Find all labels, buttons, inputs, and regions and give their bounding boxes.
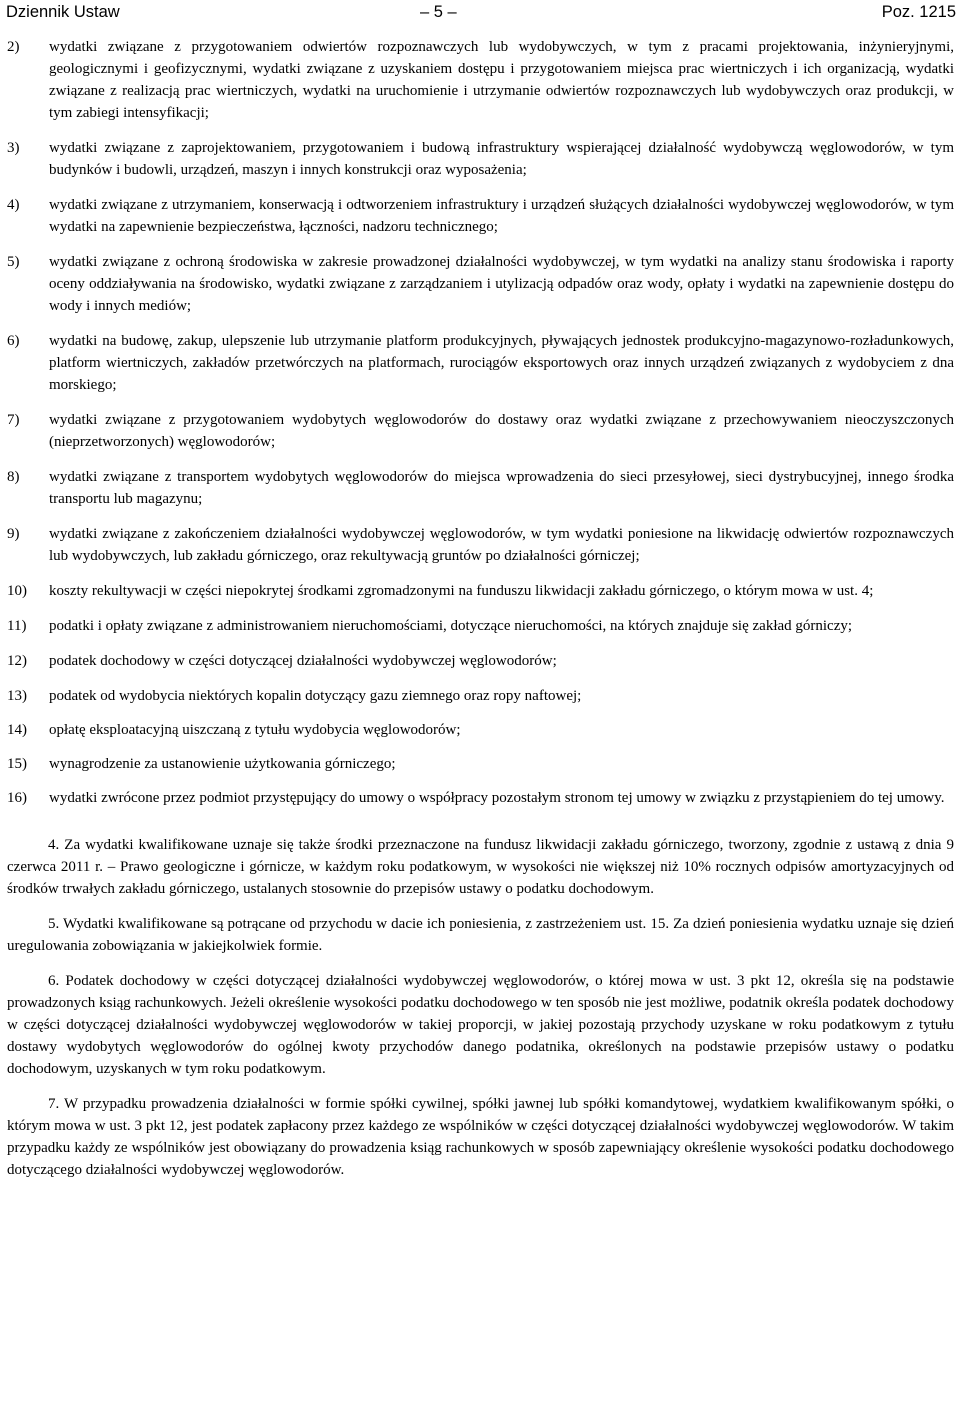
- list-item-number: 11): [7, 618, 27, 634]
- list-item: [7, 753, 954, 775]
- list-item-number: 10): [7, 583, 27, 599]
- paragraph-5: 5. Wydatki kwalifikowane są potrącane od przychodu w dacie ich poniesienia, z zastrzeżeniem ust. 15. Za dzień poniesienia wydatku uznaje się dzień uregulowania zobowiązania w jakiejkolwiek formie.: [7, 916, 954, 954]
- list-item-number: 7): [7, 412, 20, 428]
- list-item: [7, 251, 954, 317]
- list-item-text: wydatki związane z ochroną środowiska w zakresie prowadzonej działalności wydobywczej, w tym wydatki na analizy stanu środowiska i raporty oceny oddziaływania na środowisko, wydatki związane z zarządzaniem i utylizacją odpadów oraz wody, opłaty i wydatki na zapewnienie dostępu do wody i innych mediów;: [49, 254, 954, 314]
- list-item-text: podatek dochodowy w części dotyczącej działalności wydobywczej węglowodorów;: [49, 653, 557, 669]
- list-item-text: wydatki związane z transportem wydobytych węglowodorów do miejsca wprowadzenia do sieci przesyłowej, sieci dystrybucyjnej, innego środka transportu lub magazynu;: [49, 469, 954, 507]
- list-item: [7, 330, 954, 396]
- list-item: [7, 615, 954, 637]
- running-header: [0, 0, 960, 24]
- list-item: [7, 650, 954, 672]
- list-item-number: 12): [7, 653, 27, 669]
- list-item: [7, 580, 954, 602]
- list-item-number: 5): [7, 254, 20, 270]
- page-number: – 5 –: [420, 3, 457, 21]
- list-item-text: wydatki na budowę, zakup, ulepszenie lub utrzymanie platform produkcyjnych, pływających jednostek produkcyjno-magazynowo-rozładunkowych, platform wiertniczych, zakładów przetwórczych na platformach, rurociągów eksportowych oraz innych urządzeń związanych z wydobyciem z dna morskiego;: [49, 333, 954, 393]
- list-item-number: 13): [7, 688, 27, 704]
- list-item-number: 8): [7, 469, 20, 485]
- list-item-text: wydatki zwrócone przez podmiot przystępujący do umowy o współpracy pozostałym stronom tej umowy w związku z przystąpieniem do tej umowy.: [49, 790, 945, 806]
- list-item: [7, 36, 954, 124]
- list-item-text: wydatki związane z przygotowaniem odwiertów rozpoznawczych lub wydobywczych, w tym z pracami projektowania, inżynieryjnymi, geologicznymi i geofizycznymi, wydatki związane z uzyskaniem dostępu i przygotowaniem miejsca prac wiertniczych i ich organizacją, wydatki związane z realizacją prac wiertniczych, wydatki na uruchomienie i utrzymanie odwiertów rozpoznawczych lub wydobywczych oraz produkcji, w tym zabiegi intensyfikacji;: [49, 39, 954, 121]
- list-item-number: 15): [7, 756, 27, 772]
- list-item-number: 6): [7, 333, 20, 349]
- list-item: [7, 137, 954, 181]
- list-item-text: podatek od wydobycia niektórych kopalin dotyczący gazu ziemnego oraz ropy naftowej;: [49, 688, 582, 704]
- list-item-text: wydatki związane z przygotowaniem wydobytych węglowodorów do dostawy oraz wydatki związane z przechowywaniem nieoczyszczonych (nieprzetworzonych) węglowodorów;: [49, 412, 954, 450]
- list-item-text: opłatę eksploatacyjną uiszczaną z tytułu wydobycia węglowodorów;: [49, 722, 461, 738]
- list-item-text: wynagrodzenie za ustanowienie użytkowania górniczego;: [49, 756, 396, 772]
- list-item-number: 14): [7, 722, 27, 738]
- journal-name: Dziennik Ustaw: [6, 3, 120, 21]
- list-item-number: 16): [7, 790, 27, 806]
- list-item: [7, 409, 954, 453]
- document-body: [7, 36, 954, 1194]
- list-item-number: 9): [7, 526, 20, 542]
- list-item: [7, 523, 954, 567]
- list-item-number: 4): [7, 197, 20, 213]
- list-item: [7, 194, 954, 238]
- list-item-number: 2): [7, 39, 20, 55]
- list-item: [7, 466, 954, 510]
- list-item: [7, 719, 954, 741]
- paragraph-6: 6. Podatek dochodowy w części dotyczącej działalności wydobywczej węglowodorów, o której mowa w ust. 3 pkt 12, określa się na podstawie prowadzonych ksiąg rachunkowych. Jeżeli określenie wysokości podatku dochodowego w ten sposób nie jest możliwe, podatnik określa podatek dochodowy w części dotyczącej działalności wydobywczej węglowodorów w takiej proporcji, w jakiej pozostają przychody uzyskane w roku podatkowym z tytułu dostawy wydobytych węglowodorów do ogólnej kwoty przychodów danego podatnika, określonych na podstawie przepisów ustawy o podatku dochodowym, uzyskanych w tym roku podatkowym.: [7, 973, 954, 1077]
- list-item-text: wydatki związane z zaprojektowaniem, przygotowaniem i budową infrastruktury wspierającej działalność wydobywczą węglowodorów, w tym budynków i budowli, urządzeń, maszyn i innych konstrukcji oraz wyposażenia;: [49, 140, 954, 178]
- list-item-number: 3): [7, 140, 20, 156]
- paragraph-7: 7. W przypadku prowadzenia działalności w formie spółki cywilnej, spółki jawnej lub spółki komandytowej, wydatkiem kwalifikowanym spółki, o którym mowa w ust. 3 pkt 12, jest podatek zapłacony przez każdego ze wspólników w części dotyczącej działalności wydobywczej węglowodorów. W takim przypadku każdy ze wspólników jest obowiązany do prowadzenia ksiąg rachunkowych w sposób zapewniający określenie wysokości podatku dochodowego dotyczącego działalności wydobywczej węglowodorów.: [7, 1096, 954, 1178]
- list-item-text: wydatki związane z zakończeniem działalności wydobywczej węglowodorów, w tym wydatki poniesione na likwidację odwiertów rozpoznawczych lub wydobywczych, lub zakładu górniczego, oraz rekultywacją gruntów po działalności górniczej;: [49, 526, 954, 564]
- list-item: [7, 685, 954, 707]
- list-item-text: koszty rekultywacji w części niepokrytej środkami zgromadzonymi na funduszu likwidacji zakładu górniczego, o którym mowa w ust. 4;: [49, 583, 874, 599]
- list-item: [7, 787, 954, 809]
- list-item-text: podatki i opłaty związane z administrowaniem nieruchomościami, dotyczące nieruchomości, na których znajduje się zakład górniczy;: [49, 618, 853, 634]
- list-item-text: wydatki związane z utrzymaniem, konserwacją i odtworzeniem infrastruktury i urządzeń służących działalności wydobywczej węglowodorów, w tym wydatki na zapewnienie bezpieczeństwa, łączności, nadzoru technicznego;: [49, 197, 954, 235]
- position-number: Poz. 1215: [881, 3, 956, 21]
- paragraph-4: 4. Za wydatki kwalifikowane uznaje się także środki przeznaczone na fundusz likwidacji zakładu górniczego, tworzony, zgodnie z ustawą z dnia 9 czerwca 2011 r. – Prawo geologiczne i górnicze, w każdym roku podatkowym, w wysokości nie większej niż 10% rocznych odpisów amortyzacyjnych od środków trwałych zakładu górniczego, ustalanych stosownie do przepisów ustawy o podatku dochodowym.: [7, 837, 954, 897]
